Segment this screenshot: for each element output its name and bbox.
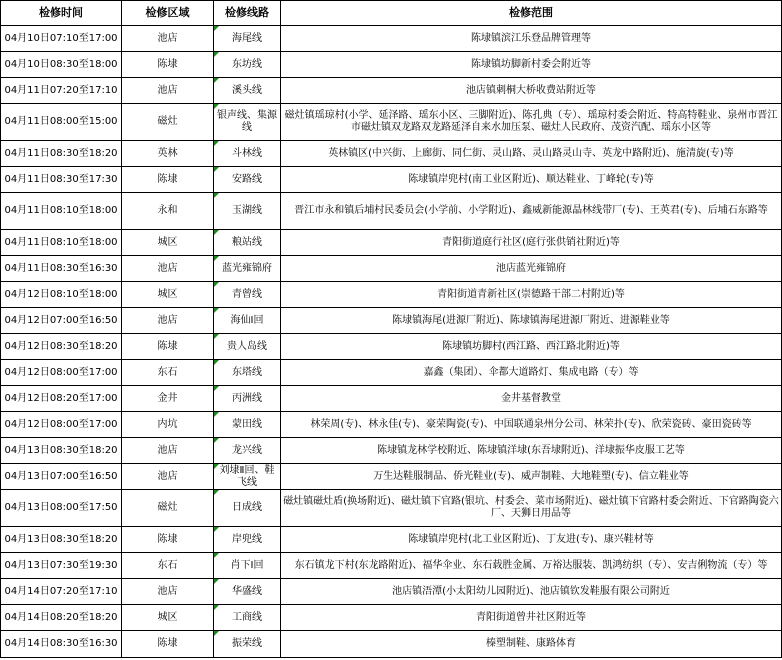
time-cell: 04月13日07:00至16:50 xyxy=(1,464,122,490)
line-cell: 龙兴线 xyxy=(214,438,281,464)
time-cell: 04月13日08:00至17:50 xyxy=(1,490,122,527)
table-row xyxy=(1,579,782,605)
range-cell: 嘉鑫（集团）、伞都大道路灯、集成电路（专）等 xyxy=(281,360,782,386)
area-cell: 城区 xyxy=(122,230,214,256)
table-row xyxy=(1,78,782,104)
table-row xyxy=(1,26,782,52)
range-cell: 陈埭镇坊脚新村委会附近等 xyxy=(281,52,782,78)
time-cell: 04月13日08:30至18:20 xyxy=(1,438,122,464)
area-cell: 东石 xyxy=(122,553,214,579)
area-cell: 池店 xyxy=(122,256,214,282)
header-range: 检修范围 xyxy=(281,1,782,26)
time-cell: 04月11日08:30至16:30 xyxy=(1,256,122,282)
time-cell: 04月12日08:00至17:00 xyxy=(1,412,122,438)
line-cell: 粮站线 xyxy=(214,230,281,256)
line-cell: 振荣线 xyxy=(214,631,281,658)
range-cell: 磁灶镇瑶琼村(小学、延泽路、瑶东小区、三脚附近)、陈孔典（专）、瑶琼村委会附近、特高特鞋业、泉州市晋江市磁灶镇双龙路双龙路延泽自来水加压泵、磁灶人民政府、茂资汽配、瑶东小区等 xyxy=(281,104,782,141)
area-cell: 池店 xyxy=(122,579,214,605)
range-cell: 晋江市永和镇后埔村民委员会(小学前、小学附近)、鑫威新能源晶林线带厂(专)、王英君(专)、后埔石东路等 xyxy=(281,193,782,230)
time-cell: 04月11日08:10至18:00 xyxy=(1,230,122,256)
line-cell: 银声线、集源线 xyxy=(214,104,281,141)
line-cell: 青曾线 xyxy=(214,282,281,308)
header-area: 检修区域 xyxy=(122,1,214,26)
time-cell: 04月11日08:10至18:00 xyxy=(1,193,122,230)
area-cell: 永和 xyxy=(122,193,214,230)
table-row xyxy=(1,52,782,78)
area-cell: 陈埭 xyxy=(122,527,214,553)
line-cell: 肖下Ⅰ回 xyxy=(214,553,281,579)
line-cell: 海仙Ⅰ回 xyxy=(214,308,281,334)
line-cell: 东塔线 xyxy=(214,360,281,386)
time-cell: 04月12日08:10至18:00 xyxy=(1,282,122,308)
table-row xyxy=(1,605,782,631)
range-cell: 陈埭镇坊脚村(西江路、西江路北附近)等 xyxy=(281,334,782,360)
range-cell: 陈埭镇岸兜村(北工业区附近)、丁友进(专)、康兴鞋材等 xyxy=(281,527,782,553)
table-row xyxy=(1,360,782,386)
line-cell: 贵人岛线 xyxy=(214,334,281,360)
header-time: 检修时间 xyxy=(1,1,122,26)
area-cell: 池店 xyxy=(122,438,214,464)
area-cell: 池店 xyxy=(122,26,214,52)
line-cell: 东坊线 xyxy=(214,52,281,78)
table-row xyxy=(1,464,782,490)
area-cell: 东石 xyxy=(122,360,214,386)
area-cell: 城区 xyxy=(122,605,214,631)
time-cell: 04月13日08:30至18:20 xyxy=(1,527,122,553)
time-cell: 04月12日08:00至17:00 xyxy=(1,360,122,386)
table-row xyxy=(1,631,782,658)
table-row xyxy=(1,412,782,438)
time-cell: 04月10日08:30至18:00 xyxy=(1,52,122,78)
area-cell: 池店 xyxy=(122,464,214,490)
table-row xyxy=(1,553,782,579)
area-cell: 池店 xyxy=(122,308,214,334)
line-cell: 日成线 xyxy=(214,490,281,527)
range-cell: 池店镇浯潭(小太阳幼儿园附近)、池店镇钦发鞋服有限公司附近 xyxy=(281,579,782,605)
table-row xyxy=(1,527,782,553)
time-cell: 04月12日08:30至18:20 xyxy=(1,334,122,360)
range-cell: 陈埭镇龙林学校附近、陈埭镇洋埭(东吾埭附近)、洋埭振华皮服工艺等 xyxy=(281,438,782,464)
time-cell: 04月14日08:20至18:20 xyxy=(1,605,122,631)
time-cell: 04月11日07:20至17:10 xyxy=(1,78,122,104)
table-row xyxy=(1,490,782,527)
time-cell: 04月14日07:20至17:10 xyxy=(1,579,122,605)
area-cell: 金井 xyxy=(122,386,214,412)
range-cell: 青阳街道曾井社区附近等 xyxy=(281,605,782,631)
table-row xyxy=(1,104,782,141)
time-cell: 04月12日08:20至17:00 xyxy=(1,386,122,412)
table-row xyxy=(1,193,782,230)
time-cell: 04月10日07:10至17:00 xyxy=(1,26,122,52)
table-row xyxy=(1,282,782,308)
area-cell: 英林 xyxy=(122,141,214,167)
range-cell: 榛塑制鞋、康路体育 xyxy=(281,631,782,658)
table-row xyxy=(1,167,782,193)
line-cell: 玉湖线 xyxy=(214,193,281,230)
header-line: 检修线路 xyxy=(214,1,281,26)
range-cell: 陈埭镇滨江乐登品牌管理等 xyxy=(281,26,782,52)
line-cell: 蒙田线 xyxy=(214,412,281,438)
line-cell: 工商线 xyxy=(214,605,281,631)
range-cell: 英林镇区(中兴街、上廊街、同仁街、灵山路、灵山路灵山寺、英龙中路附近)、施清旋(专)等 xyxy=(281,141,782,167)
range-cell: 林荣周(专)、林永佳(专)、豪荣陶瓷(专)、中国联通泉州分公司、林荣扑(专)、欣荣瓷砖、豪田瓷砖等 xyxy=(281,412,782,438)
range-cell: 东石镇龙下村(东龙路附近)、福华伞业、东石载胜金属、万裕达服装、凯鸿纺织（专）、安吉俐物流（专）等 xyxy=(281,553,782,579)
range-cell: 池店镇刺桐大桥收费站附近等 xyxy=(281,78,782,104)
range-cell: 磁灶镇磁灶盾(换场附近)、磁灶镇下官路(银坑、村委会、菜市场附近)、磁灶镇下官路村委会附近、下官路陶瓷六厂、天狮日用品等 xyxy=(281,490,782,527)
time-cell: 04月13日07:30至19:30 xyxy=(1,553,122,579)
area-cell: 内坑 xyxy=(122,412,214,438)
area-cell: 磁灶 xyxy=(122,104,214,141)
table-row xyxy=(1,230,782,256)
area-cell: 池店 xyxy=(122,78,214,104)
table-row xyxy=(1,438,782,464)
line-cell: 丙洲线 xyxy=(214,386,281,412)
table-row xyxy=(1,386,782,412)
range-cell: 陈埭镇海尾(进源厂附近)、陈埭镇海尾进源厂附近、进源鞋业等 xyxy=(281,308,782,334)
time-cell: 04月12日07:00至16:50 xyxy=(1,308,122,334)
time-cell: 04月11日08:30至17:30 xyxy=(1,167,122,193)
line-cell: 海尾线 xyxy=(214,26,281,52)
time-cell: 04月11日08:00至15:00 xyxy=(1,104,122,141)
area-cell: 磁灶 xyxy=(122,490,214,527)
line-cell: 安路线 xyxy=(214,167,281,193)
area-cell: 陈埭 xyxy=(122,631,214,658)
table-body xyxy=(1,26,782,658)
table-row xyxy=(1,141,782,167)
table-row xyxy=(1,256,782,282)
time-cell: 04月11日08:30至18:20 xyxy=(1,141,122,167)
range-cell: 池店蓝光雍锦府 xyxy=(281,256,782,282)
table-row xyxy=(1,308,782,334)
range-cell: 万生达鞋服制品、侨光鞋业(专)、威声制鞋、大地鞋塑(专)、信立鞋业等 xyxy=(281,464,782,490)
range-cell: 青阳街道庭行社区(庭行张供销社附近)等 xyxy=(281,230,782,256)
line-cell: 蓝光雍锦府 xyxy=(214,256,281,282)
area-cell: 陈埭 xyxy=(122,52,214,78)
range-cell: 金井基督教堂 xyxy=(281,386,782,412)
line-cell: 刘埭Ⅱ回、鞋飞线 xyxy=(214,464,281,490)
area-cell: 陈埭 xyxy=(122,167,214,193)
time-cell: 04月14日08:30至16:30 xyxy=(1,631,122,658)
line-cell: 溪头线 xyxy=(214,78,281,104)
table-row xyxy=(1,334,782,360)
area-cell: 陈埭 xyxy=(122,334,214,360)
table-header-row xyxy=(1,1,782,26)
area-cell: 城区 xyxy=(122,282,214,308)
line-cell: 华盛线 xyxy=(214,579,281,605)
range-cell: 青阳街道青新社区(崇德路干部二村附近)等 xyxy=(281,282,782,308)
line-cell: 岸兜线 xyxy=(214,527,281,553)
line-cell: 斗林线 xyxy=(214,141,281,167)
range-cell: 陈埭镇岸兜村(南工业区附近)、顺达鞋业、丁峰轮(专)等 xyxy=(281,167,782,193)
